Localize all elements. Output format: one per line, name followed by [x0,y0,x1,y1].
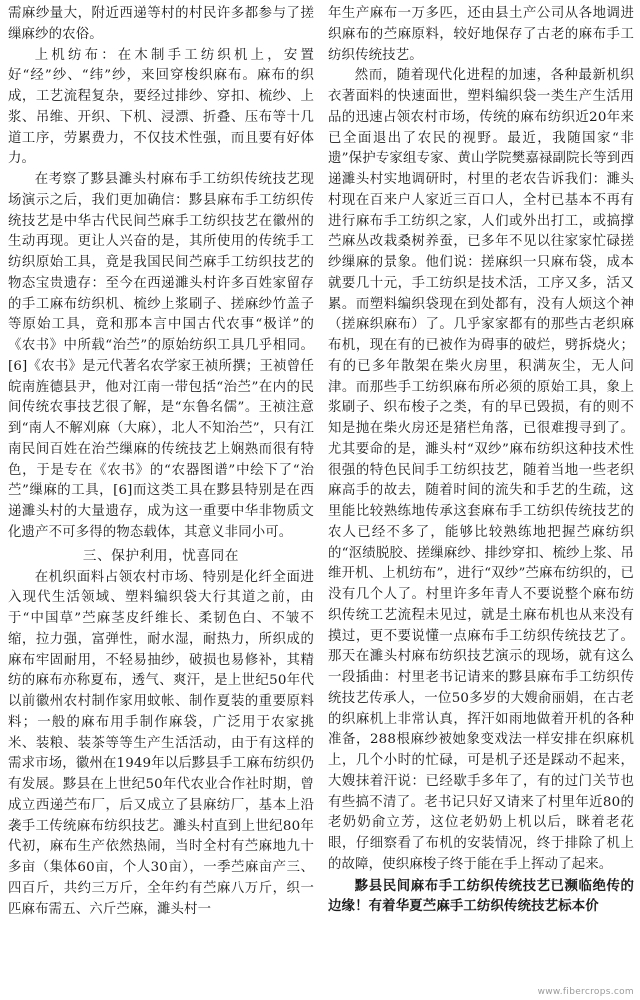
section-heading: 三、保护利用，忧喜同在 [82,547,240,564]
paragraph: 需麻纱量大，附近西递等村的村民许多都参与了搓缫麻纱的农俗。 [8,6,314,42]
paragraph: 年生产麻布一万多匹，还由县土产公司从各地调进织麻布的苎麻原料，较好地保存了古老的麻布手工纺织传统技艺。 [328,6,634,63]
document-page [8,4,634,994]
paragraph: 在考察了黟县濉头村麻布手工纺织传统技艺现场演示之后，我们更加确信：黟县麻布手工纺织传统技艺是中华古代民间苎麻手工纺织技艺在徽州的生动再现。更让人兴奋的是，其所使用的传统手工纺织原始工具，竟是我国民间苎麻手工纺织技艺的物态宝贵遗存：至今在西递濉头村许多百姓家留存的手工麻布纺织机、梳纱上浆刷子、搓麻纱竹盖子等原始工具，竟和那本言中国古代农事“极详”的《农书》中所载“治苎”的原始纺织工具几乎相同。[6]《农书》是元代著名农学家王祯所撰；王祯曾任皖南旌德县尹，他对江南一带包括“治苎”在内的民间传统农事技艺很了解，是“东鲁名儒”。王祯注意到“南人不解刈麻（大麻），北人不知治苎”，只有江南民间百姓在治苎缫麻的传统技艺上娴熟而很有特色，于是专在《农书》的“农器图谱”中绘下了“治苎”缫麻的工具，[6]而这类工具在黟县特别是在西递濉头村的大量遗存，成为这一重要中华非物质文化遗产不可多得的物态载体，其意义非同小可。 [8,172,314,540]
watermark: www.fibercrops.com [537,987,634,997]
right-column [328,4,634,994]
left-column [8,4,314,994]
paragraph: 然而，随着现代化进程的加速，各种最新机织衣著面料的快速面世，塑料编织袋一类生产生活用品的迅速占领农村市场，传统的麻布纺织近20年来已全面退出了农民的视野。最近，我随国家“非遗”保护专家组专家、黄山学院樊嘉禄副院长等到西递濉头村实地调研时，村里的老农告诉我们：濉头村现在百来户人家近三百口人，全村已基本不再有进行麻布手工纺织之家，人们或外出打工，或搞撑苎麻丛改栽桑树养蚕，已多年不见以往家家忙碌搓纱缫麻的景象。他们说：搓麻织一只麻布袋，成本就要几十元，手工纺织是技术活，工序又多，活又累。而塑料编织袋现在到处都有，没有人烦这个神（搓麻织麻布）了。几乎家家都有的那些古老织麻布机，现在有的已被作为碍事的破烂，劈拆烧火；有的已多年散架在柴火房里，积满灰尘，无人问津。而那些手工纺织麻布所必须的原始工具，象上浆刷子、织布梭子之类，有的早已毁损，有的则不知是抛在柴火房还是猪栏角落，已很难搜寻到了。尤其要命的是，濉头村“双纱”麻布纺织这种技术性很强的特色民间手工纺织技艺，随着当地一些老织麻高手的故去，随着时间的流失和手艺的生疏，这里能比较熟练地传承这套麻布手工纺织传统技艺的农人已经不多了，能够比较熟练地把握苎麻纺织的“沤绩脱胶、搓缫麻纱、排纱穿扣、梳纱上浆、吊维开机、上机纺布”，进行“双纱”苎麻布纺织的，已没有几个人了。村里许多年青人不要说整个麻布纺织传统工艺流程未见过，就是土麻布机也从来没有摸过，更不要说懂一点麻布手工纺织传统技艺了。那天在濉头村麻布纺织技艺演示的现场，就有这么一段插曲：村里老书记请来的黟县麻布手工纺织传统技艺传承人，一位50多岁的大嫂俞丽娟，在古老的织麻机上非常认真，挥汗如雨地做着开机的各种准备，288根麻纱被她象变戏法一样安排在织麻机上，几个小时的忙碌，可是机子还是踩动不起来，大嫂抹着汗说：已经歇手多年了，有的过门关节也有些搞不清了。老书记只好又请来了村里年近80的老奶奶俞立芳，这位老奶奶上机以后，眯着老花眼，仔细察看了布机的安装情况，终于排除了机上的故障，使织麻梭子终于能在手上挥动了起来。 [328,68,634,872]
paragraph: 在机织面料占领农村市场、特别是化纤全面进入现代生活领域、塑料编织袋大行其道之前，由于“中国草”苎麻茎皮纤维长、柔韧色白、不皱不缩，拉力强，富弹性，耐水湿，耐热力，所织成的麻布牢固耐用，不轻易抽纱，破损也易修补，其精纺的麻布亦称夏布，透气、爽汗，是上世纪50年代以前徽州农村制作家用蚊帐、制作夏装的重要原料料；一般的麻布用手制作麻袋，广泛用于农家挑米、装粮、装茶等等生产生活活动，由于有这样的需求市场，徽州在1949年以后黟县手工麻布纺织仍有发展。黟县在上世纪50年代农业合作社时期，曾成立西递苎布厂，后又成立了县麻纺厂，基本上沿袭手工传统麻布纺织技艺。濉头村直到上世纪80年代初，麻布生产依然热闹，当时全村有苎麻地九十多亩（集体60亩，个人30亩），一季苎麻亩产三、四百斤，共约三万斤，全年约有苎麻八万斤，织一匹麻布需五、六斤苎麻，濉头村一 [8,569,314,917]
paragraph: 黟县民间麻布手工纺织传统技艺已濒临绝传的边缘！有着华夏苎麻手工纺织传统技艺标本价 [328,877,634,915]
paragraph: 上机纺布：在木制手工纺织机上，安置好“经”纱、“纬”纱，来回穿梭织麻布。麻布的织成，工艺流程复杂，要经过排纱、穿扣、梳纱、上浆、吊维、开织、下机、浸漂、折叠、压布等十几道工序，劳累费力，不仅技术性强，而且要有好体力。 [8,47,314,167]
